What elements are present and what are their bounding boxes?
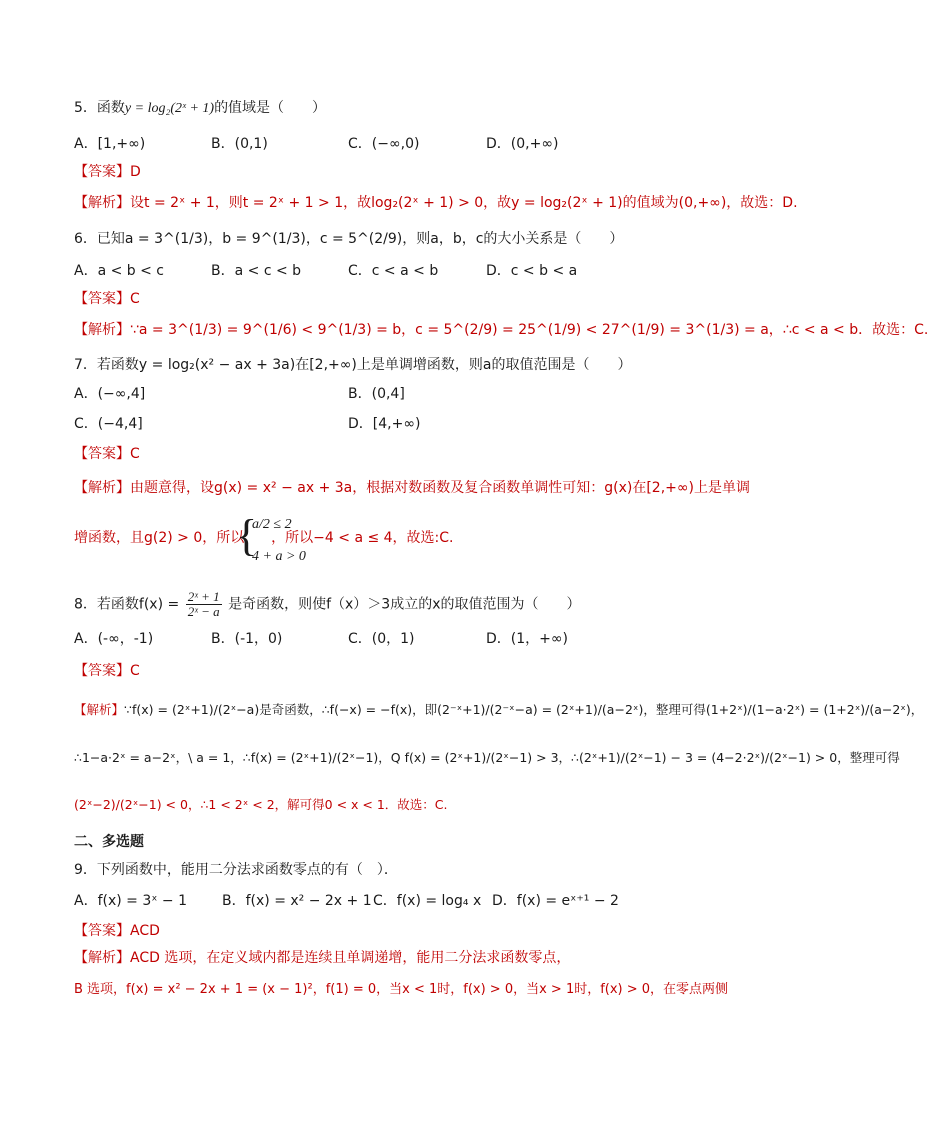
q6-option-a[interactable]: A．a < b < c — [74, 263, 165, 279]
q8-analysis-line1: 【解析】∵f(x) = (2ˣ+1)/(2ˣ−a)是奇函数，∴f(−x) = −f(x)，即(2⁻ˣ+1)/(2⁻ˣ−a) = (2ˣ+1)/(a−2ˣ)，整理可得(1+2ˣ)/(1−a·2ˣ) = (1+2ˣ)/(a−2ˣ)， — [74, 702, 924, 717]
q5-stem: 5．函数y = log₂(2ˣ + 1)的值域是（ ） — [74, 100, 327, 116]
q7-analysis-line2: 增函数，且g(2) > 0，所以 ，所以−4 < a ≤ 4，故选:C. — [74, 530, 454, 546]
q8-option-b[interactable]: B．(-1，0) — [211, 631, 283, 647]
q5-option-d[interactable]: D．(0,+∞) — [486, 136, 559, 152]
q9-option-b[interactable]: B．f(x) = x² − 2x + 1 — [222, 893, 372, 909]
system-brace: { — [236, 511, 258, 560]
q9-analysis-line2: B 选项，f(x) = x² − 2x + 1 = (x − 1)²，f(1) = 0，当x < 1时，f(x) > 0，当x > 1时，f(x) > 0，在零点两侧 — [74, 982, 729, 997]
q9-option-d[interactable]: D．f(x) = eˣ⁺¹ − 2 — [492, 893, 619, 909]
q8-stem: 8．若函数f(x) = $\frac{\text{2ˣ + 1}}{\text{2ˣ − a}}$ 是奇函数，则使f（x）＞3成立的x的取值范围为（ ） — [74, 589, 581, 619]
q7-stem: 7．若函数y = log₂(x² − ax + 3a)在[2,+∞)上是单调增函数，则a的取值范围是（ ） — [74, 357, 632, 373]
q8-option-d[interactable]: D．(1，+∞) — [486, 631, 569, 647]
q8-fraction: $\frac{\text{2ˣ + 1}}{\text{2ˣ − a}}$ — [187, 589, 220, 619]
q7-condition-1: a/2 ≤ 2 — [252, 517, 292, 532]
q7-option-a[interactable]: A．(−∞,4] — [74, 386, 146, 402]
q8-analysis-line2: ∴1−a·2ˣ = a−2ˣ，\ a = 1，∴f(x) = (2ˣ+1)/(2ˣ−1)，Q f(x) = (2ˣ+1)/(2ˣ−1) > 3，∴(2ˣ+1)/(2ˣ−1) − 3 = (4−2·2ˣ)/(2ˣ−1) > 0，整理可得 — [74, 750, 900, 765]
q9-option-c[interactable]: C．f(x) = log₄ x — [373, 893, 482, 909]
q5-option-b[interactable]: B．(0,1) — [211, 136, 268, 152]
q9-option-a[interactable]: A．f(x) = 3ˣ − 1 — [74, 893, 188, 909]
q8-answer: 【答案】C — [74, 663, 140, 679]
q6-analysis: 【解析】∵a = 3^(1/3) = 9^(1/6) < 9^(1/3) = b，c = 5^(2/9) = 25^(1/9) < 27^(1/9) = 3^(1/3) = a，∴c < a < b．故选：C. — [74, 322, 928, 338]
q8-option-a[interactable]: A．(-∞，-1) — [74, 631, 154, 647]
q6-option-d[interactable]: D．c < b < a — [486, 263, 578, 279]
q6-answer: 【答案】C — [74, 291, 140, 307]
q8-option-c[interactable]: C．(0，1) — [348, 631, 415, 647]
section-heading: 二、多选题 — [74, 834, 144, 850]
q7-analysis-line1: 【解析】由题意得，设g(x) = x² − ax + 3a，根据对数函数及复合函数单调性可知：g(x)在[2,+∞)上是单调 — [74, 480, 751, 496]
q7-option-c[interactable]: C．(−4,4] — [74, 416, 143, 432]
q5-option-c[interactable]: C．(−∞,0) — [348, 136, 420, 152]
q5-answer: 【答案】D — [74, 164, 141, 180]
q9-analysis-line1: 【解析】ACD 选项，在定义域内都是连续且单调递增，能用二分法求函数零点， — [74, 950, 571, 966]
q5-option-a[interactable]: A．[1,+∞) — [74, 136, 146, 152]
q6-option-b[interactable]: B．a < c < b — [211, 263, 302, 279]
q9-answer: 【答案】ACD — [74, 923, 160, 939]
q6-option-c[interactable]: C．c < a < b — [348, 263, 439, 279]
q7-option-d[interactable]: D．[4,+∞) — [348, 416, 421, 432]
q7-condition-2: 4 + a > 0 — [252, 549, 306, 564]
q7-answer: 【答案】C — [74, 446, 140, 462]
q6-stem: 6．已知a = 3^(1/3)，b = 9^(1/3)，c = 5^(2/9)，则a，b，c的大小关系是（ ） — [74, 231, 624, 247]
q5-analysis: 【解析】设t = 2ˣ + 1，则t = 2ˣ + 1 > 1，故log₂(2ˣ + 1) > 0，故y = log₂(2ˣ + 1)的值域为(0,+∞)，故选：D. — [74, 195, 798, 211]
q8-analysis-line3: (2ˣ−2)/(2ˣ−1) < 0，∴1 < 2ˣ < 2，解可得0 < x < 1．故选：C. — [74, 797, 448, 812]
q7-option-b[interactable]: B．(0,4] — [348, 386, 405, 402]
q9-stem: 9．下列函数中，能用二分法求函数零点的有（ ）． — [74, 862, 398, 878]
